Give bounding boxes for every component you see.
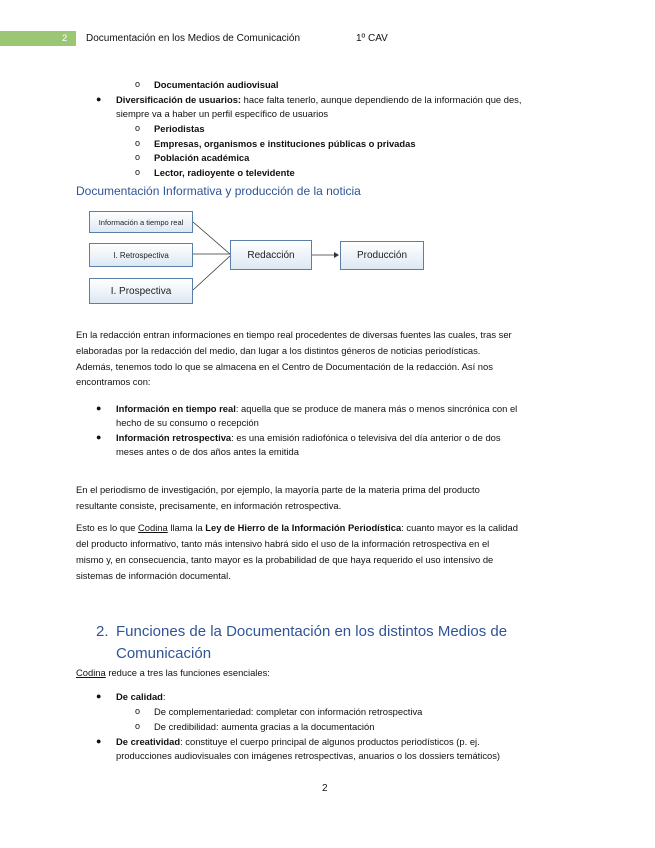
circle-bullet-icon: o	[135, 167, 141, 177]
list-item	[116, 736, 480, 748]
connector-line	[193, 222, 230, 254]
section-title-line: Funciones de la Documentación en los distintos Medios de	[116, 623, 508, 640]
paragraph-line: En la redacción entran informaciones en tiempo real procedentes de diversas fuentes las cuales, tras ser	[76, 329, 512, 340]
box-redaccion: Redacción	[230, 240, 312, 270]
text-span: : cuanto mayor es la calidad	[401, 522, 518, 533]
circle-bullet-icon: o	[135, 706, 141, 716]
list-item-label: De calidad	[116, 691, 163, 702]
box-tiempo-real: Información a tiempo real	[89, 211, 193, 233]
list-item-continuation: siempre va a haber un perfil específico de usuarios	[116, 108, 329, 119]
bullet-icon: ●	[96, 403, 102, 413]
list-item-text: : aquella que se produce de manera más o menos sincrónica con el	[235, 403, 518, 414]
bullet-icon: ●	[96, 94, 102, 104]
paragraph-line: sistemas de información documental.	[76, 570, 231, 581]
list-item-label: De creatividad	[116, 736, 181, 747]
list-item: Periodistas	[154, 123, 205, 134]
author-name: Codina	[138, 522, 168, 533]
paragraph-line: Además, tenemos todo lo que se almacena en el Centro de Documentación de la redacción. Así nos	[76, 361, 493, 372]
bullet-icon: ●	[96, 432, 102, 442]
text-span: llama la	[167, 522, 206, 533]
text-span: reduce a tres las funciones esenciales:	[105, 667, 270, 678]
connector-line	[193, 256, 230, 290]
list-item-continuation: producciones audiovisuales con imágenes retrospectivas, anuarios o los dossiers temáticos)	[116, 750, 501, 761]
section-title-line: Comunicación	[116, 645, 212, 662]
arrow-head-icon	[334, 252, 339, 258]
paragraph-line: encontramos con:	[76, 376, 151, 387]
list-item: Documentación audiovisual	[154, 79, 279, 90]
list-item-text: hace falta tenerlo, aunque dependiendo de la información que des,	[241, 94, 522, 105]
bullet-icon: ●	[96, 691, 102, 701]
header-page-number: 2	[62, 33, 68, 44]
list-item: Población académica	[154, 152, 250, 163]
text-span: Esto es lo que	[76, 522, 139, 533]
paragraph-line: resultante consiste, precisamente, en información retrospectiva.	[76, 500, 342, 511]
list-item-text: : constituye el cuerpo principal de algunos productos periodísticos (p. ej.	[180, 736, 480, 747]
author-name: Codina	[76, 667, 106, 678]
circle-bullet-icon: o	[135, 721, 141, 731]
paragraph-line: del producto informativo, tanto más intensivo habrá sido el uso de la información retrospectiva en el	[76, 538, 490, 549]
list-item: De credibilidad: aumenta gracias a la documentación	[154, 721, 375, 732]
box-prospectiva: I. Prospectiva	[89, 278, 193, 304]
bullet-icon: ●	[96, 736, 102, 746]
list-item: De complementariedad: completar con información retrospectiva	[154, 706, 423, 717]
list-item	[116, 432, 501, 444]
law-name: Ley de Hierro de la Información Periodística	[205, 522, 402, 533]
header-title: Documentación en los Medios de Comunicación	[86, 33, 301, 44]
circle-bullet-icon: o	[135, 138, 141, 148]
list-item-label: Diversificación de usuarios:	[116, 94, 242, 105]
list-item-continuation: hecho de su consumo o recepción	[116, 417, 259, 428]
paragraph-line	[76, 667, 270, 679]
section-heading: Documentación Informativa y producción de la noticia	[76, 184, 361, 198]
circle-bullet-icon: o	[135, 152, 141, 162]
paragraph-line: mismo y, en consecuencia, tanto mayor es la probabilidad de que haya requerido el uso intensivo de	[76, 554, 494, 565]
box-retrospectiva: I. Retrospectiva	[89, 243, 193, 267]
list-item: Lector, radioyente o televidente	[154, 167, 295, 178]
paragraph-line: En el periodismo de investigación, por ejemplo, la mayoría parte de la materia prima del producto	[76, 484, 480, 495]
list-item-text: : es una emisión radiofónica o televisiva del día anterior o de dos	[231, 432, 501, 443]
list-item-label: Información retrospectiva	[116, 432, 232, 443]
list-item-continuation: meses antes o de dos años antes la emitida	[116, 446, 299, 457]
footer-page-number: 2	[322, 783, 328, 794]
box-produccion: Producción	[340, 241, 424, 270]
circle-bullet-icon: o	[135, 123, 141, 133]
list-item: Empresas, organismos e instituciones públicas o privadas	[154, 138, 416, 149]
list-item-label: Información en tiempo real	[116, 403, 236, 414]
paragraph-line: elaboradas por la redacción del medio, dan lugar a los distintos géneros de noticias periodísticas.	[76, 345, 481, 356]
list-item	[116, 691, 166, 703]
header-course: 1º CAV	[356, 33, 388, 44]
paragraph-line	[76, 522, 518, 534]
list-item-text: :	[162, 691, 166, 702]
section-number: 2.	[96, 623, 109, 640]
list-item	[116, 403, 517, 415]
circle-bullet-icon: o	[135, 79, 141, 89]
